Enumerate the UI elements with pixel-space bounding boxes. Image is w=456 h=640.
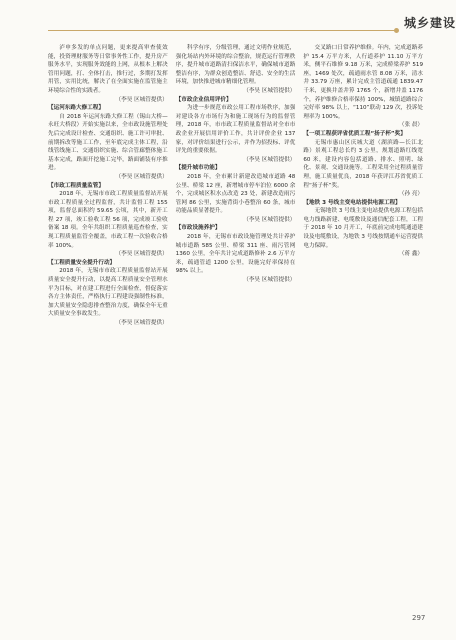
source-note: （蒋 鑫） [398, 251, 424, 258]
header-rule [48, 30, 398, 31]
source-note: （李昊 区城管提供） [243, 277, 296, 284]
paragraph: 无锡市惠山区庆城大道（湖滨路—长江北路）景观工程总长约 3 公里，规划道路红线宽 60 米，建设内容包括道路、排水、照明、绿化、景观、交通设施等。工程采用全过程质量管理，施工质量优良，2018 年获评江苏省优质工程“扬子杯”奖。 [303, 139, 424, 189]
paragraph: 2018 年，无锡市市政工程质量监督站开展质量安全提升行动，以提高工程质量安全管理水平为目标，对在建工程进行全面检查，督促落实各方主体责任，严格执行工程建设强制性标准，加大质量安全隐患排查整治力度，确保全年无重大质量安全事故发生。 [48, 268, 168, 318]
text-column-left [48, 44, 168, 606]
section-heading: 【市政工程质量监管】 [48, 182, 104, 189]
section-heading: 【提升城市功能】 [175, 165, 221, 172]
paragraph: 2018 年，无锡市市政设施管理处共计养护城市道路 585 公里、桥梁 311 座、雨污管网 1360 公里，全年共计完成道路修补 2.6 万平方米，疏通管道 1200 公里，设施完好率保持在 98% 以上。 [175, 234, 296, 275]
text-column-middle [176, 44, 296, 606]
text-column-right [303, 44, 423, 606]
page-header [0, 0, 456, 34]
source-note: （李昊 区城管提供） [243, 87, 296, 94]
section-heading: 【市政设施养护】 [175, 225, 221, 232]
source-note: （李昊 区城管提供） [115, 251, 168, 258]
source-note: （孙 亮） [398, 191, 424, 198]
paragraph: 科学有序，分级管理，通过文明作业规范，强化场站内外环境的综合整治，规范运行管理秩序，提升城市道路清扫保洁水平，确保城市道路整洁有序，为群众创造整洁、舒适、安全的生活环境，加快推进城市精细化管理。 [175, 45, 296, 86]
paragraph: 自 2018 年运河东路大修工程（锡山大桥—永旺大桥段）开始实施以来，全市政设施管理处先后完成设计检查、交通组织、施工许可审批、前期拆改等施工工作，至年底完成主体工程，沿线管线施工、交通组织实施、综合管廊整体施工基本完成，路面开挖施工完毕，路面铺装有序推进。 [48, 113, 168, 172]
source-note: （李昊 区城管提供） [115, 173, 168, 180]
article-body [48, 44, 423, 606]
paragraph: 泸申多发的单点问题，更来提高审查使效能，投资理财服务等日常事务性工作，提升房产服务水平，实现服务效能的上网，从根本上解决管用问题，打、全体打击，推行过，多期打发挥用管，实用比统，解决了在全面实施在监管施主环境综合性的实践者。 [48, 45, 168, 94]
paragraph: 无锡地铁 3 号线主变电站提供电源工程包括电力线路新建、电缆敷设及通信配套工程，工程于 2018 年 10 月开工，年底前完成电缆通道建设及电缆敷设，为地铁 3 号线按期通车运营提供电力保障。 [303, 208, 424, 249]
section-heading: 【运河东路大修工程】 [48, 105, 104, 112]
header-dot [394, 28, 399, 33]
page-number: 297 [412, 614, 426, 622]
section-heading: 【工程质量安全提升行动】 [48, 259, 116, 266]
section-heading: 【地铁 3 号线主变电站提供电源工程】 [303, 199, 401, 206]
source-note: （李昊 区城管提供） [243, 156, 296, 163]
source-note: （李昊 区城管提供） [115, 96, 168, 103]
section-heading: 【市政企业信用评价】 [175, 96, 232, 103]
section-title: 城乡建设 [404, 16, 456, 30]
paragraph: 交叉路口日常养护维修。年内，完成道路养护 15.4 万平方米，人行道养护 11.10 万平方米，侧平石维修 9.18 万米，完成桥梁养护 519 座，1469 处次，疏通雨水管 8.08 万米，清水井 33.79 万座，累计完成主管道疏通 1839.47 千米，更换井盖井箅 1765 个，新增井盖 1176 个，养护维修合格率保持 100%，城镇道路综合完好率 98% 以上，“110”联动 129 次，投诉处理率为 100%。 [303, 45, 424, 120]
paragraph: 2018 年，全市累计新建改造城市道路 48 公里、桥梁 12 座，新增城市停车泊位 6000 余个，完成城区积水点改造 23 处，新建改造雨污管网 86 公里，实施背街小巷整治 60 条，城市功能品质显著提升。 [175, 173, 296, 215]
paragraph: 为进一步规范市政公用工程市场秩序，加强对建设各方市场行为和施工现场行为的监督管理，2018 年，市市政工程质量监督站对全市市政企业开展信用评价工作，共计评价企业 137 家，对评价结果进行公示，并作为招投标、评优评先的重要依据。 [175, 105, 296, 155]
section-heading: 【一项工程获评省优质工程“扬子杯”奖】 [303, 130, 406, 137]
source-note: （李昊 区城管提供） [115, 320, 168, 326]
source-note: （张 晨） [398, 122, 424, 129]
paragraph: 2018 年，无锡市市政工程质量监督站开展市政工程质量全过程监督，共计监督工程 155 项，监督总面积约 59.65 公顷，其中，新开工程 27 项，竣工验收工程 56 项，完成竣工验收备案 18 项。全年共组织工程质量巡查检查，实现工程质量监管全覆盖，市政工程一次验收合格率 100%。 [48, 191, 168, 249]
source-note: （李昊 区城管提供） [243, 216, 296, 223]
